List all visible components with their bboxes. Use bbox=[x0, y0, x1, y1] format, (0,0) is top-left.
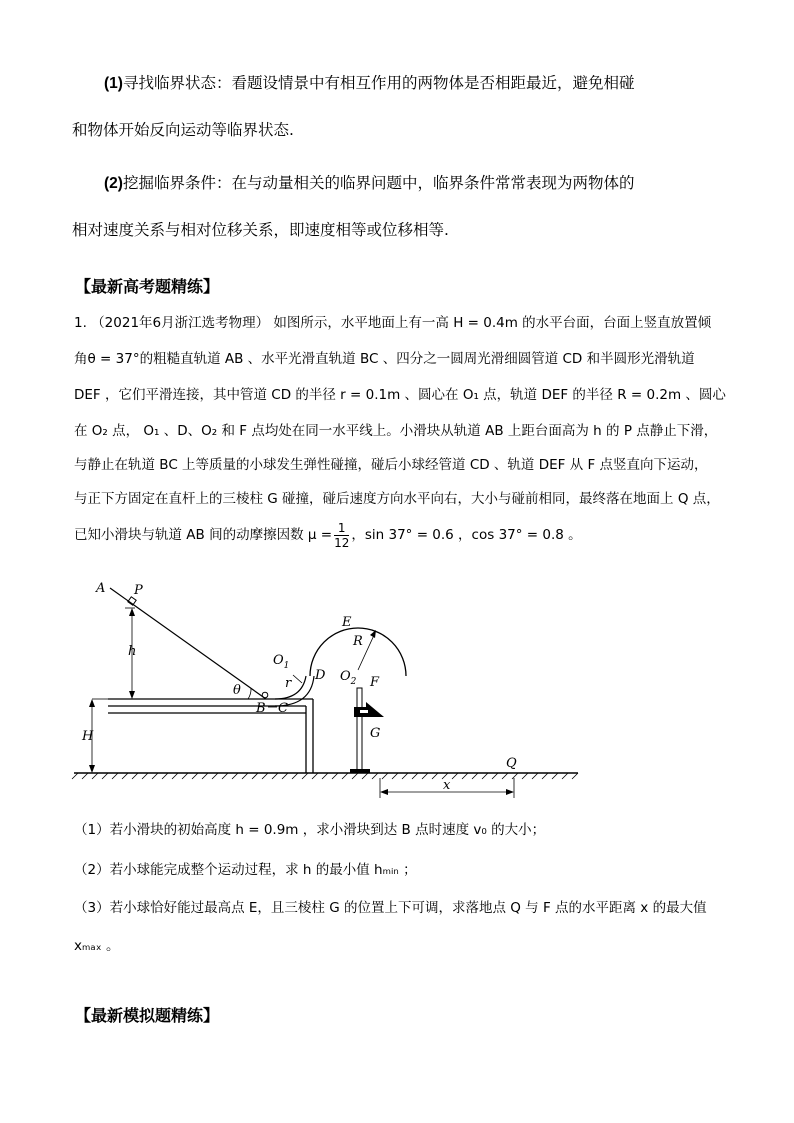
rod-base bbox=[350, 769, 370, 773]
section-title-exam: 【最新高考题精练】 bbox=[75, 277, 220, 296]
label-O2-main: O bbox=[340, 669, 351, 684]
x-dim-arrow-right bbox=[506, 789, 514, 795]
subquestion-3a: （3）若小球恰好能过最高点 E，且三棱柱 G 的位置上下可调，求落地点 Q 与 F 点的水平距离 x 的最大值 bbox=[74, 900, 707, 916]
label-D: D bbox=[315, 668, 326, 683]
label-Q: Q bbox=[506, 756, 517, 771]
label-A: A bbox=[96, 581, 106, 596]
label-R: R bbox=[353, 634, 363, 649]
label-h: h bbox=[128, 644, 137, 659]
label-H: H bbox=[82, 729, 94, 744]
intro-p2-text-a: 挖掘临界条件：在与动量相关的临界问题中，临界条件常常表现为两物体的 bbox=[122, 174, 635, 192]
intro-p2-number: (2) bbox=[104, 175, 123, 192]
label-B: B bbox=[256, 701, 266, 716]
subquestion-3b: xₘₐₓ 。 bbox=[74, 938, 120, 954]
intro-p1-text-b: 和物体开始反向运动等临界状态. bbox=[72, 121, 294, 139]
prism-g bbox=[366, 702, 384, 717]
label-F: F bbox=[370, 675, 380, 690]
intro-paragraph-1 bbox=[72, 60, 722, 153]
problem-line-7 bbox=[74, 520, 724, 550]
label-G: G bbox=[370, 726, 381, 741]
problem-line-2: 角θ = 37°的粗糙直轨道 AB 、水平光滑直轨道 BC 、四分之一圆周光滑细圆管道 CD 和半圆形光滑轨道 bbox=[74, 351, 695, 367]
intro-p1-text-a: 寻找临界状态：看题设情景中有相互作用的两物体是否相距最近，避免相碰 bbox=[122, 74, 635, 92]
label-O1-main: O bbox=[273, 653, 284, 668]
label-x: x bbox=[443, 778, 451, 793]
problem-line-5: 与静止在轨道 BC 上等质量的小球发生弹性碰撞，碰后小球经管道 CD 、轨道 DEF 从 F 点竖直向下运动， bbox=[74, 457, 708, 473]
problem-statement bbox=[74, 308, 724, 550]
ball bbox=[262, 692, 268, 698]
intro-p2-text-b: 相对速度关系与相对位移关系，即速度相等或位移相等. bbox=[72, 221, 449, 239]
label-O2 bbox=[340, 669, 357, 687]
subquestion-2: （2）若小球能完成整个运动过程，求 h 的最小值 hₘᵢₙ ； bbox=[74, 862, 417, 878]
h-dim-arrow-down bbox=[89, 765, 95, 773]
intro-paragraph-2 bbox=[72, 160, 722, 253]
label-E: E bbox=[342, 615, 352, 630]
mu-fraction bbox=[334, 521, 349, 550]
label-theta: θ bbox=[233, 683, 241, 698]
label-C: C bbox=[278, 701, 288, 716]
track-diagram bbox=[70, 580, 590, 805]
x-dim-arrow-left bbox=[380, 789, 388, 795]
radius-R-arrow bbox=[370, 630, 376, 638]
h-dim-arrow-up bbox=[89, 699, 95, 707]
theta-arc bbox=[248, 688, 251, 699]
section-title-mock: 【最新模拟题精练】 bbox=[75, 1006, 220, 1025]
prism-slot bbox=[360, 710, 368, 713]
mu-denominator: 12 bbox=[334, 535, 350, 550]
radius-r bbox=[293, 675, 302, 683]
problem-line-4: 在 O₂ 点， O₁ 、D、O₂ 和 F 点均处在同一水平线上。小滑块从轨道 AB 上距台面高为 h 的 P 点静止下滑， bbox=[74, 423, 718, 439]
ground-hatch bbox=[72, 773, 578, 779]
problem-line-1: 1. （2021年6月浙江选考物理） 如图所示，水平地面上有一高 H = 0.4m 的水平台面，台面上竖直放置倾 bbox=[74, 315, 712, 331]
problem-line-3: DEF ，它们平滑连接，其中管道 CD 的半径 r = 0.1m 、圆心在 O₁ 点，轨道 DEF 的半径 R = 0.2m 、圆心 bbox=[74, 387, 726, 403]
label-O2-sub: 2 bbox=[350, 677, 357, 687]
label-P: P bbox=[134, 583, 143, 598]
h-small-arrow-down bbox=[129, 691, 135, 699]
mu-numerator: 1 bbox=[334, 521, 349, 536]
problem-line-6: 与正下方固定在直杆上的三棱柱 G 碰撞，碰后速度方向水平向右，大小与碰前相同，最终落在地面上 Q 点， bbox=[74, 491, 720, 507]
label-O1-sub: 1 bbox=[283, 661, 290, 671]
problem-line-7-b: ，sin 37° = 0.6 ，cos 37° = 0.8 。 bbox=[351, 527, 582, 543]
label-r: r bbox=[285, 676, 292, 691]
label-O1 bbox=[273, 653, 289, 671]
problem-line-7-a: 已知小滑块与轨道 AB 间的动摩擦因数 μ = bbox=[74, 527, 333, 543]
subquestion-1: （1）若小滑块的初始高度 h = 0.9m ，求小滑块到达 B 点时速度 v₀ 的大小； bbox=[74, 822, 546, 838]
intro-p1-number: (1) bbox=[104, 75, 123, 92]
vertical-rod bbox=[357, 688, 362, 770]
h-small-arrow-up bbox=[129, 608, 135, 616]
